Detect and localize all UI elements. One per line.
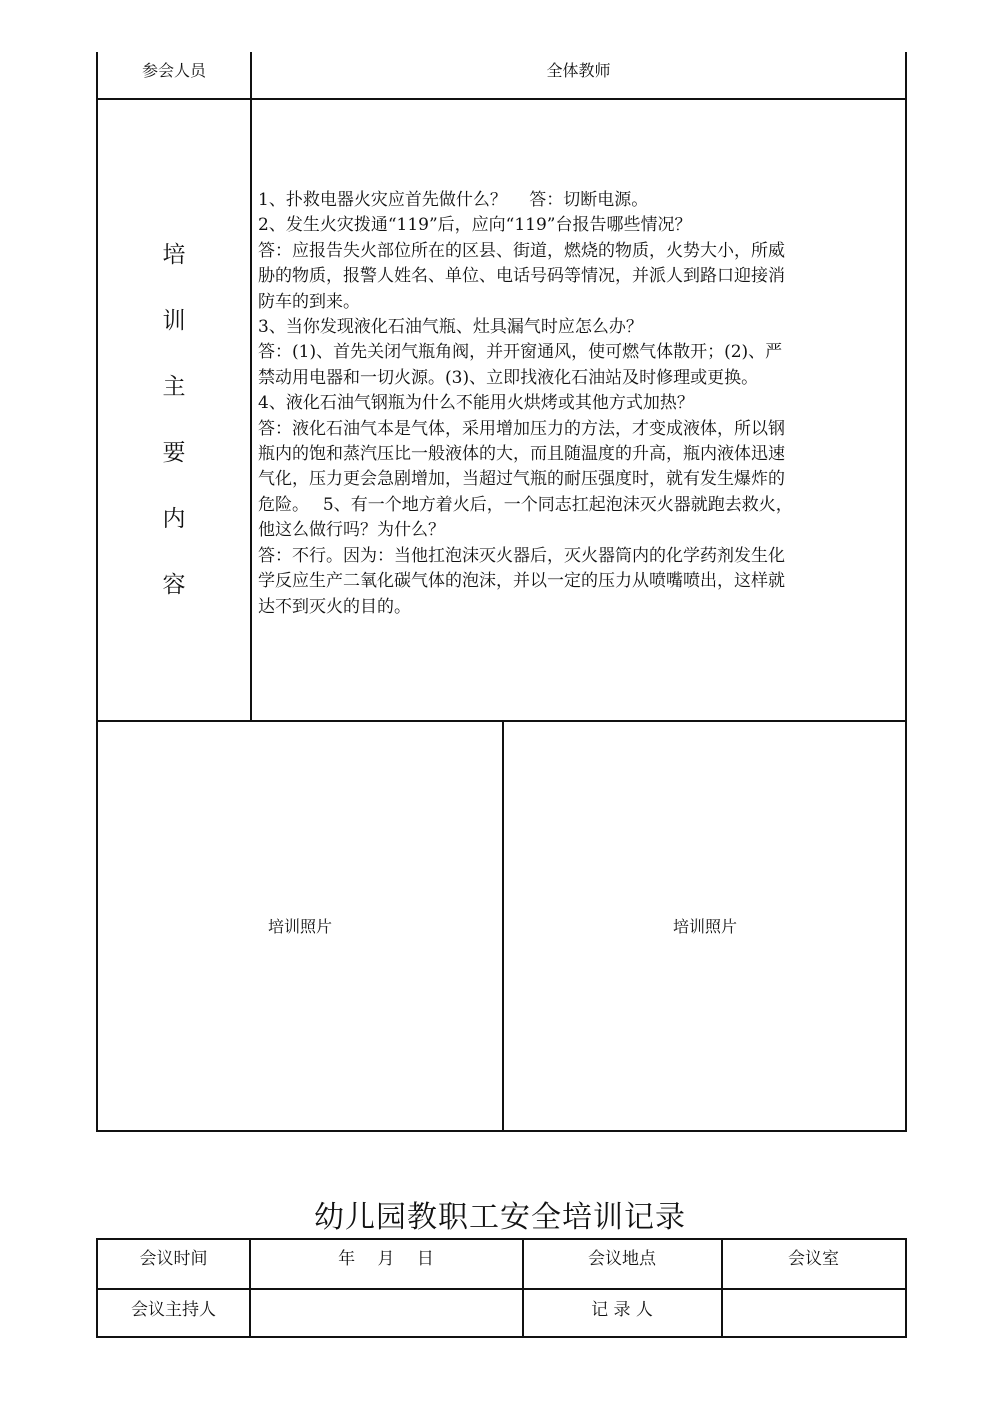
table-divider [250,52,252,720]
table-divider [98,98,905,100]
photo-placeholder-right: 培训照片 [672,917,737,936]
recorder-label: 记 录 人 [591,1300,653,1320]
label-char: 容 [162,572,186,598]
meeting-time-value: 年 月 日 [338,1249,434,1269]
content-line: 他这么做行吗？为什么？ [258,520,445,541]
meeting-host-label: 会议主持人 [131,1300,216,1320]
content-line: 达不到灭火的目的。 [258,596,411,617]
document-title: 幼儿园教职工安全培训记录 [314,1200,686,1235]
content-line: 气化，压力更会急剧增加，当超过气瓶的耐压强度时，就有发生爆炸的 [258,469,785,490]
content-line: 瓶内的饱和蒸汽压比一般液体的大，而且随温度的升高，瓶内液体迅速 [258,444,785,465]
meeting-time-label: 会议时间 [139,1249,208,1269]
attendees-label: 参会人员 [141,61,206,80]
content-line: 1、扑救电器火灾应首先做什么？ 答：切断电源。 [258,190,649,210]
attendees-value: 全体教师 [546,61,611,80]
content-line: 答：(1)、首先关闭气瓶角阀，并开窗通风，使可燃气体散开；(2)、严 [258,342,783,363]
content-line: 2、发生火灾拨通“119”后，应向“119”台报告哪些情况？ [258,215,692,236]
content-line: 3、当你发现液化石油气瓶、灶具漏气时应怎么办？ [258,317,643,338]
content-line: 答：不行。因为：当他扛泡沫灭火器后，灭火器筒内的化学药剂发生化 [258,545,785,566]
content-line: 答：液化石油气本是气体，采用增加压力的方法，才变成液体，所以钢 [258,418,785,439]
content-line: 答：应报告失火部位所在的区县、街道，燃烧的物质，火势大小，所威 [258,240,785,261]
content-line: 4、液化石油气钢瓶为什么不能用火烘烤或其他方式加热？ [258,393,694,414]
table-divider [98,1288,905,1290]
content-line: 危险。 5、有一个地方着火后，一个同志扛起泡沫灭火器就跑去救火， [258,494,793,515]
label-char: 要 [162,440,186,466]
label-char: 培 [162,242,186,268]
training-content-label [98,222,250,618]
training-detail-table [96,52,907,1132]
training-content [258,188,898,620]
label-char: 主 [162,374,186,400]
content-line: 防车的到来。 [258,291,360,312]
content-line: 学反应生产二氧化碳气体的泡沫，并以一定的压力从喷嘴喷出，这样就 [258,571,785,592]
meeting-record-table [96,1238,907,1338]
label-char: 内 [162,506,186,532]
content-line: 禁动用电器和一切火源。(3)、立即找液化石油站及时修理或更换。 [258,367,759,388]
meeting-place-label: 会议地点 [588,1249,656,1269]
label-char: 训 [162,308,186,334]
photo-placeholder-left: 培训照片 [267,917,332,936]
meeting-place-value: 会议室 [788,1249,839,1269]
content-line: 胁的物质，报警人姓名、单位、电话号码等情况，并派人到路口迎接消 [258,266,785,287]
